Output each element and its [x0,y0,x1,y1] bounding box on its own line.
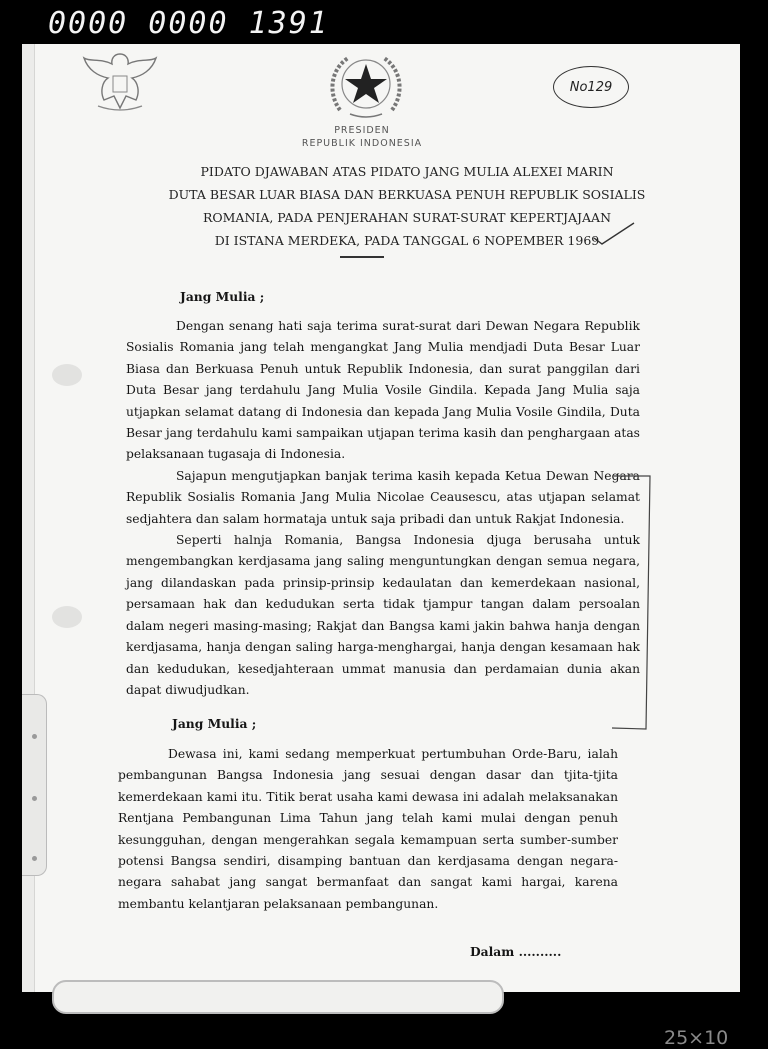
title-divider [340,256,384,258]
paragraph: Dengan senang hati saja terima surat-surat dari Dewan Negara Republik Sosialis Romania jang telah mengangkat Jang Mulia mendjadi Duta Besar Luar Biasa dan Berkuasa Penuh untuk Republik Indonesia, dan surat panggilan dari Duta Besar jang terdahulu Jang Mulia Vosile Gindila. Kepada Jang Mulia saja utjapkan selamat datang di Indonesia dan kepada Jang Mulia Vosile Gindila, Duta Besar jang terdahulu kami sampaikan utjapan terima kasih dan penghargaan atas pelaksanaan tugasaja di Indonesia. [126,319,640,462]
paragraph: Sajapun mengutjapkan banjak terima kasih kepada Ketua Dewan Negara Republik Sosialis Romania Jang Mulia Nicolae Ceausescu, atas utjapan selamat sedjahtera dan salam hormataja untuk saja pribadi dan untuk Rakjat Indonesia. [126,468,640,526]
speech-title [152,160,662,252]
paragraph: Seperti halnja Romania, Bangsa Indonesia djuga berusaha untuk mengembangkan kerdjasama jang saling menguntungkan dengan semua negara, jang dilandaskan pada prinsip-prinsip kedaulatan dan kemerdekaan nasional, persamaan hak dan kedudukan serta tidak tjampur tangan dalam persoalan dalam negeri masing-masing; Rakjat dan Bangsa kami jakin bahwa hanja dengan kerdjasama, hanja dengan saling harga-menghargai, hanja dengan kesamaan hak dan kedudukan, kesedjahteraan ummat manusia dan perdamaian dunia akan dapat diwudjudkan. [126,533,640,697]
salutation: Jang Mulia ; [180,289,265,304]
scan-dot [32,734,37,739]
film-reduction-mark: 25×10 [664,1027,729,1049]
scan-dot [32,856,37,861]
body-section-1 [126,316,640,701]
binder-tab [22,694,47,876]
continuation-text: Dalam .......... [470,944,562,959]
garuda-emblem-icon [78,48,162,116]
title-line: DUTA BESAR LUAR BIASA DAN BERKUASA PENUH REPUBLIK SOSIALIS [168,187,646,202]
letterhead-line: PRESIDEN [334,125,390,136]
title-line: ROMANIA, PADA PENJERAHAN SURAT-SURAT KEPERTJAJAAN [202,210,612,225]
bottom-binding-strip [52,980,504,1014]
letterhead [262,124,462,150]
film-frame-number: 0000 0000 1391 [48,6,329,41]
body-section-2 [118,744,618,915]
punch-hole [52,606,82,628]
letterhead-line: REPUBLIK INDONESIA [301,138,423,149]
margin-bracket-mark [610,474,656,734]
punch-hole [52,364,82,386]
salutation: Jang Mulia ; [172,716,257,731]
title-line: DI ISTANA MERDEKA, PADA TANGGAL 6 NOPEMBER 1969 [214,233,600,248]
document-page [22,44,740,1049]
paragraph: Dewasa ini, kami sedang memperkuat pertumbuhan Orde-Baru, ialah pembangunan Bangsa Indonesia jang sesuai dengan dasar dan tjita-tjita kemerdekaan kami itu. Titik berat usaha kami dewasa ini adalah melaksanakan Rentjana Pembangunan Lima Tahun jang telah kami mulai dengan penuh kesungguhan, dengan mengerahkan segala kemampuan serta sumber-sumber potensi Bangsa sendiri, disamping bantuan dan kerdjasama dengan negara-negara sahabat jang sangat bermanfaat dan sangat kami hargai, karena membantu kelantjaran pelaksanaan pembangunan. [118,747,618,911]
title-line: PIDATO DJAWABAN ATAS PIDATO JANG MULIA ALEXEI MARIN [200,164,614,179]
presidential-star-seal-icon [326,50,406,122]
document-number-stamp: No129 [553,66,629,108]
handwritten-check-icon [590,220,638,248]
scan-dot [32,796,37,801]
